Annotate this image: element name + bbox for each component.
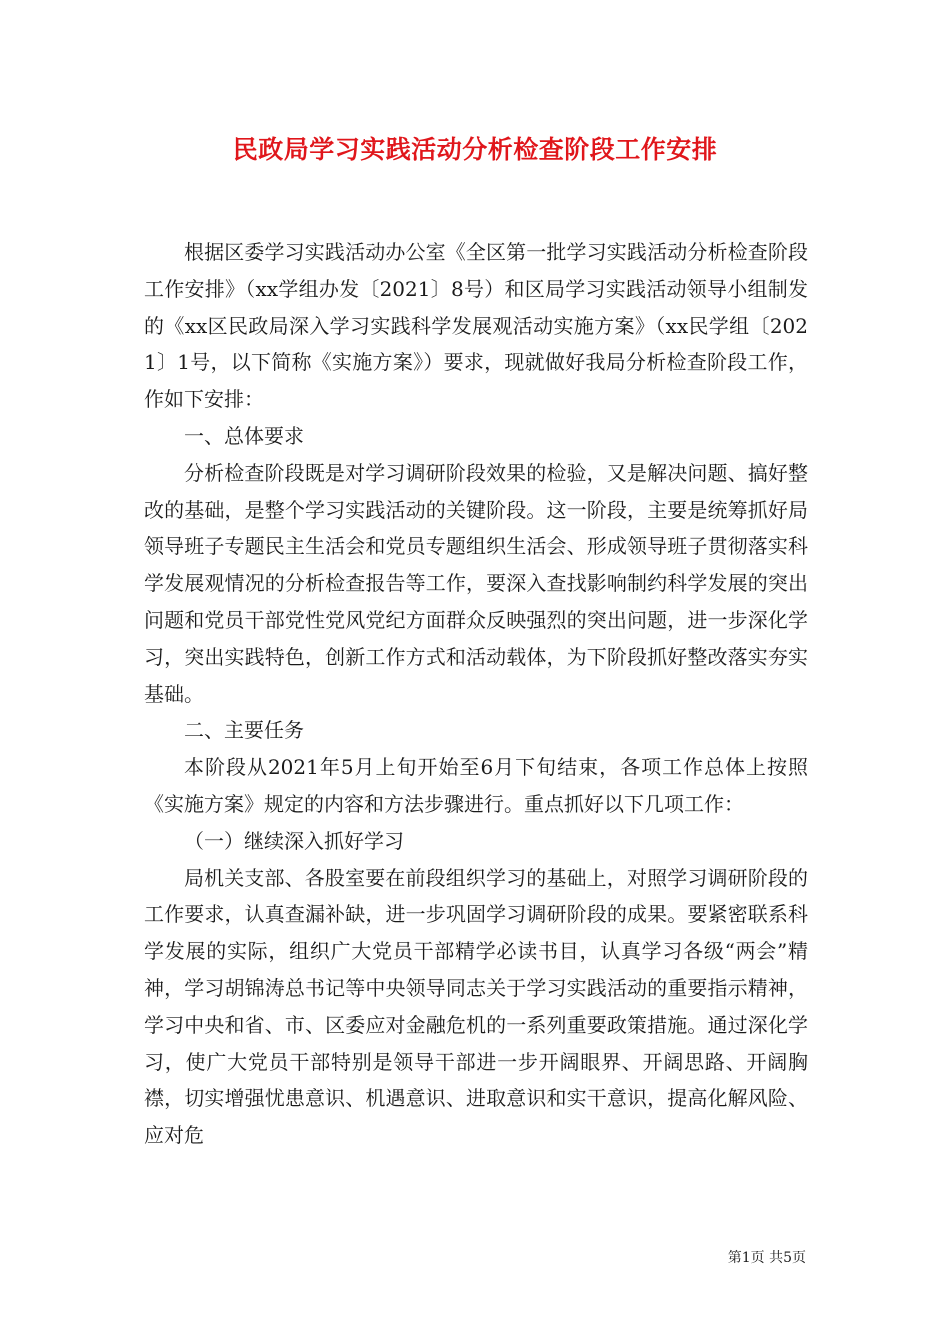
paragraph-general-requirements: 分析检查阶段既是对学习调研阶段效果的检验，又是解决问题、搞好整改的基础，是整个学习实践活动的关键阶段。这一阶段，主要是统筹抓好局领导班子专题民主生活会和党员专题组织生活会、形成领导班子贯彻落实科学发展观情况的分析检查报告等工作，要深入查找影响制约科学发展的突出问题和党员干部党性党风党纪方面群众反映强烈的突出问题，进一步深化学习，突出实践特色，创新工作方式和活动载体，为下阶段抓好整改落实夯实基础。 <box>144 460 808 706</box>
paragraph-main-tasks: 本阶段从2021年5月上旬开始至6月下旬结束，各项工作总体上按照《实施方案》规定的内容和方法步骤进行。重点抓好以下几项工作： <box>144 755 808 816</box>
document-title: 民政局学习实践活动分析检查阶段工作安排 <box>232 135 718 164</box>
document-body <box>144 234 808 1154</box>
section-heading-main-tasks: 二、主要任务 <box>184 718 304 743</box>
page-number: 第1页 共5页 <box>727 1250 806 1266</box>
paragraph-intro: 根据区委学习实践活动办公室《全区第一批学习实践活动分析检查阶段工作安排》（xx学组办发〔2021〕8号）和区局学习实践活动领导小组制发的《xx区民政局深入学习实践科学发展观活动实施方案》（xx民学组〔2021〕1号，以下简称《实施方案》）要求，现就做好我局分析检查阶段工作，作如下安排： <box>144 240 808 412</box>
section-heading-general-requirements: 一、总体要求 <box>184 423 304 448</box>
paragraph-continue-study: 局机关支部、各股室要在前段组织学习的基础上，对照学习调研阶段的工作要求，认真查漏补缺，进一步巩固学习调研阶段的成果。要紧密联系科学发展的实际，组织广大党员干部精学必读书目，认真学习各级“两会”精神，学习胡锦涛总书记等中央领导同志关于学习实践活动的重要指示精神，学习中央和省、市、区委应对金融危机的一系列重要政策措施。通过深化学习，使广大党员干部特别是领导干部进一步开阔眼界、开阔思路、开阔胸襟，切实增强忧患意识、机遇意识、进取意识和实干意识，提高化解风险、应对危 <box>144 865 808 1148</box>
subsection-heading-continue-study: （一）继续深入抓好学习 <box>184 828 404 853</box>
